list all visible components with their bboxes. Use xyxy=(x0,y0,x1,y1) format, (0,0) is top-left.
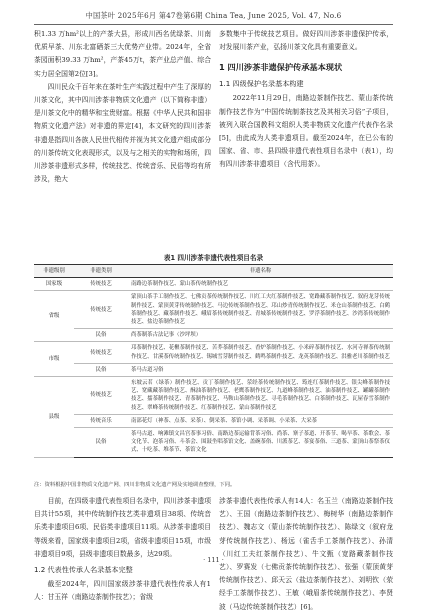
level-cell: 省级 xyxy=(34,291,74,342)
table-note: 注：资料根据中国非物质文化遗产网、四川非物质文化遗产网及实地调查整理，下同。 xyxy=(34,482,236,488)
column-header: 非遗名称 xyxy=(128,265,393,278)
left-column-top xyxy=(34,28,211,186)
names-cell: 茶马古道习俗 xyxy=(128,363,393,376)
table-row xyxy=(34,278,393,291)
subsection-heading: 1.1 四级保护名录基本构建 xyxy=(219,79,304,89)
table-row xyxy=(34,291,393,329)
paragraph: 2022年11月29日，南路边茶制作技艺、蒙山茶传统制作技艺作为“中国传统制茶技艺及其相关习俗”子项目，被列入联合国教科文组织人类非物质文化遗产代表作名录[5]，由此成为人类非遗项目。截至2024年，在已公布的国家、省、市、县四级非遗代表性项目名录中（表1），均有四川涉茶非遗项目（含代用茶）。 xyxy=(219,94,393,169)
table-row xyxy=(34,377,393,415)
names-cell: 尚茶制茶古法记事（沙坪坝） xyxy=(128,329,393,342)
names-cell: 邛茶制作技艺、花楸茶制作技艺、苦荞茶制作技艺、香炉茶制作技艺、小米碎茶制作技艺、水河寺禅茶传统制作技艺、甘溪茶传统制作技艺、锡城雪芽制作技艺、鹤鸣茶制作技艺、龙英茶制作技艺、洪雅老川茶制作技艺 xyxy=(128,342,393,363)
table-row xyxy=(34,428,393,458)
names-cell: 蒙顶山茶手工制作技艺、七佛贡茶传统制作技艺、川红工夫红茶制作技艺、宽路藏茶制作技艺、叙府龙芽传统制作技艺、蒙顶黄芽传统制作技艺、马边传统茶制作技艺、邛山炒青传统制作技艺、米仓山茶制作技艺、白鹤茶制作技艺、藏茶制作技艺、峨眉茶传统制作技艺、青城茶传统制作技艺、罗浮茶制作技艺、沙湾茶传统制作技艺、盐边茶制作技艺 xyxy=(128,291,393,329)
subsection-heading: 1.2 代表性传承人名录基本完整 xyxy=(34,565,133,575)
paragraph: 目前，在四级非遗代表性项目名录中，四川涉茶非遗项目共计55项，其中传统制作技艺类非遗项目38项、传统音乐类非遗项目6项、民俗类非遗项目11项。从涉茶非遗项目等级来看，国家级非遗项目2项，省级非遗项目15项，市级非遗项目9项，县级非遗项目数最多，达29项。 xyxy=(34,497,211,558)
heritage-table xyxy=(34,264,393,458)
category-cell: 传统音乐 xyxy=(74,414,128,427)
level-cell: 县级 xyxy=(34,377,74,458)
names-cell: 南路边茶制作技艺、蒙山茶传统制作技艺 xyxy=(128,278,393,291)
table-row xyxy=(34,342,393,363)
category-cell: 传统技艺 xyxy=(74,278,128,291)
table-row xyxy=(34,329,393,342)
table-row xyxy=(34,414,393,427)
paragraph: 四川民众千百年来在茶叶生产实践过程中产生了深厚的川茶文化，其中四川涉茶非物质文化遗产（以下简称非遗）是川茶文化中的精华和宝贵财富。根据《中华人民共和国非物质文化遗产法》对非遗的界定[4]，本文研究的四川涉茶非遗是指四川各族人民世代相传并视为其文化遗产组成部分的川茶传统文化表现形式，以及与之相关的实物和场所，四川涉茶非遗形式多样，传统技艺、传统音乐、民俗等均有所涉及，绝大 xyxy=(34,82,211,184)
table-header-row xyxy=(34,265,393,278)
paragraph: 涉茶非遗代表性传承人有14人：名玉兰（南路边茶制作技艺）、王国（南路边茶制作技艺）、梅树华（南路边茶制作技艺）、魏志文（蒙山茶传统制作技艺）、陈绿文（叙府龙芽传统制作技艺）、杨远（雀舌手工茶制作技艺）、孙清（川红工夫红茶制作技艺）、牛文甄（宽路藏茶制作技艺）、罗赛发（七佛贡茶传统制作技艺）、张强（蒙顶黄芽传统制作技艺）、邱天云（盐边茶制作技艺）、刘明钦（荥经手工茶制作技艺）、王敏（峨眉茶传统制作技艺）、李贤波（马边传统茶制作技艺）[6]。 xyxy=(219,497,393,611)
level-cell: 市级 xyxy=(34,342,74,377)
level-cell: 国家级 xyxy=(34,278,74,291)
paragraph: 多数集中于传统技艺项目。做好四川涉茶非遗保护传承，对发展川茶产业，弘扬川茶文化具有重要意义。 xyxy=(219,30,393,52)
journal-header: 中国茶叶 2025年6月 第47卷第6期 China Tea, June 2025, Vol. 47, No.6 xyxy=(85,11,342,20)
table-row xyxy=(34,363,393,376)
table-title: 表1 四川涉茶非遗代表性项目名录 xyxy=(163,254,264,262)
paragraph: 积1.33 万hm²以上的产茶大县，形成川西名优绿茶、川南优质早茶、川东北富硒茶三大优势产业带。2024年，全省茶园面积39.33 万hm²，产茶45万t，茶产业总产值、综合实力居全国第2位[3]。 xyxy=(34,30,211,78)
category-cell: 传统技艺 xyxy=(74,291,128,329)
category-cell: 民俗 xyxy=(74,329,128,342)
names-cell: 东坡云茗（绿茶）制作技艺、贡丁茶制作技艺、荥经茶传统制作技艺、筠连红茶制作技艺、银尖峰茶制作技艺、宽藏藏茶制作技艺、酥油茶制作技艺、老鹰茶制作技艺、九道峰茶制作技艺、油茶制作技艺、罐罐茶制作技艺、擂茶制作技艺、青茶制作技艺、马鞍山茶制作技艺、寻毛茶制作技艺、白茶制作技艺、瓦屋春雪茶制作技艺、翠峰茶传统制作技艺、红茶制作技艺、蒙山茶制作技艺 xyxy=(128,377,393,415)
category-cell: 传统技艺 xyxy=(74,377,128,415)
section-heading: 1 四川涉茶非遗保护传承基本现状 xyxy=(219,62,343,73)
category-cell: 民俗 xyxy=(74,428,128,458)
names-cell: 南部花灯（神茶、点茶、采茶）、倒采茶、茶馆小调、采茶调、小采茶、大采茶 xyxy=(128,414,393,427)
left-column-bottom xyxy=(34,495,211,604)
column-header: 非遗级别 xyxy=(34,265,74,278)
right-column-bottom xyxy=(219,495,393,614)
header-rule xyxy=(34,24,393,25)
paragraph: 截至2024年，四川国家级涉茶非遗代表性传承人有1人：甘玉祥（南路边茶制作技艺）；省级 xyxy=(34,580,211,602)
page-number: · 111 · xyxy=(203,556,224,564)
category-cell: 传统技艺 xyxy=(74,342,128,363)
column-header: 非遗类别 xyxy=(74,265,128,278)
right-column-top xyxy=(219,28,393,172)
category-cell: 民俗 xyxy=(74,363,128,376)
names-cell: 茶马古道、响滩镇文昌宫茶事习俗、南路边茶运输背茶习俗、尚茶、寨子茶道、开茶节、喝早茶、茶歌会、茶文化节、泡茶习俗、斗茶会、围鼓坐唱茶馆文化、盖碗茶俗、川派茶艺、茶宴茶俗、三道茶、蒙顶山茶祭茶仪式、十吃茶、堆茶节、茶馆文化 xyxy=(128,428,393,458)
